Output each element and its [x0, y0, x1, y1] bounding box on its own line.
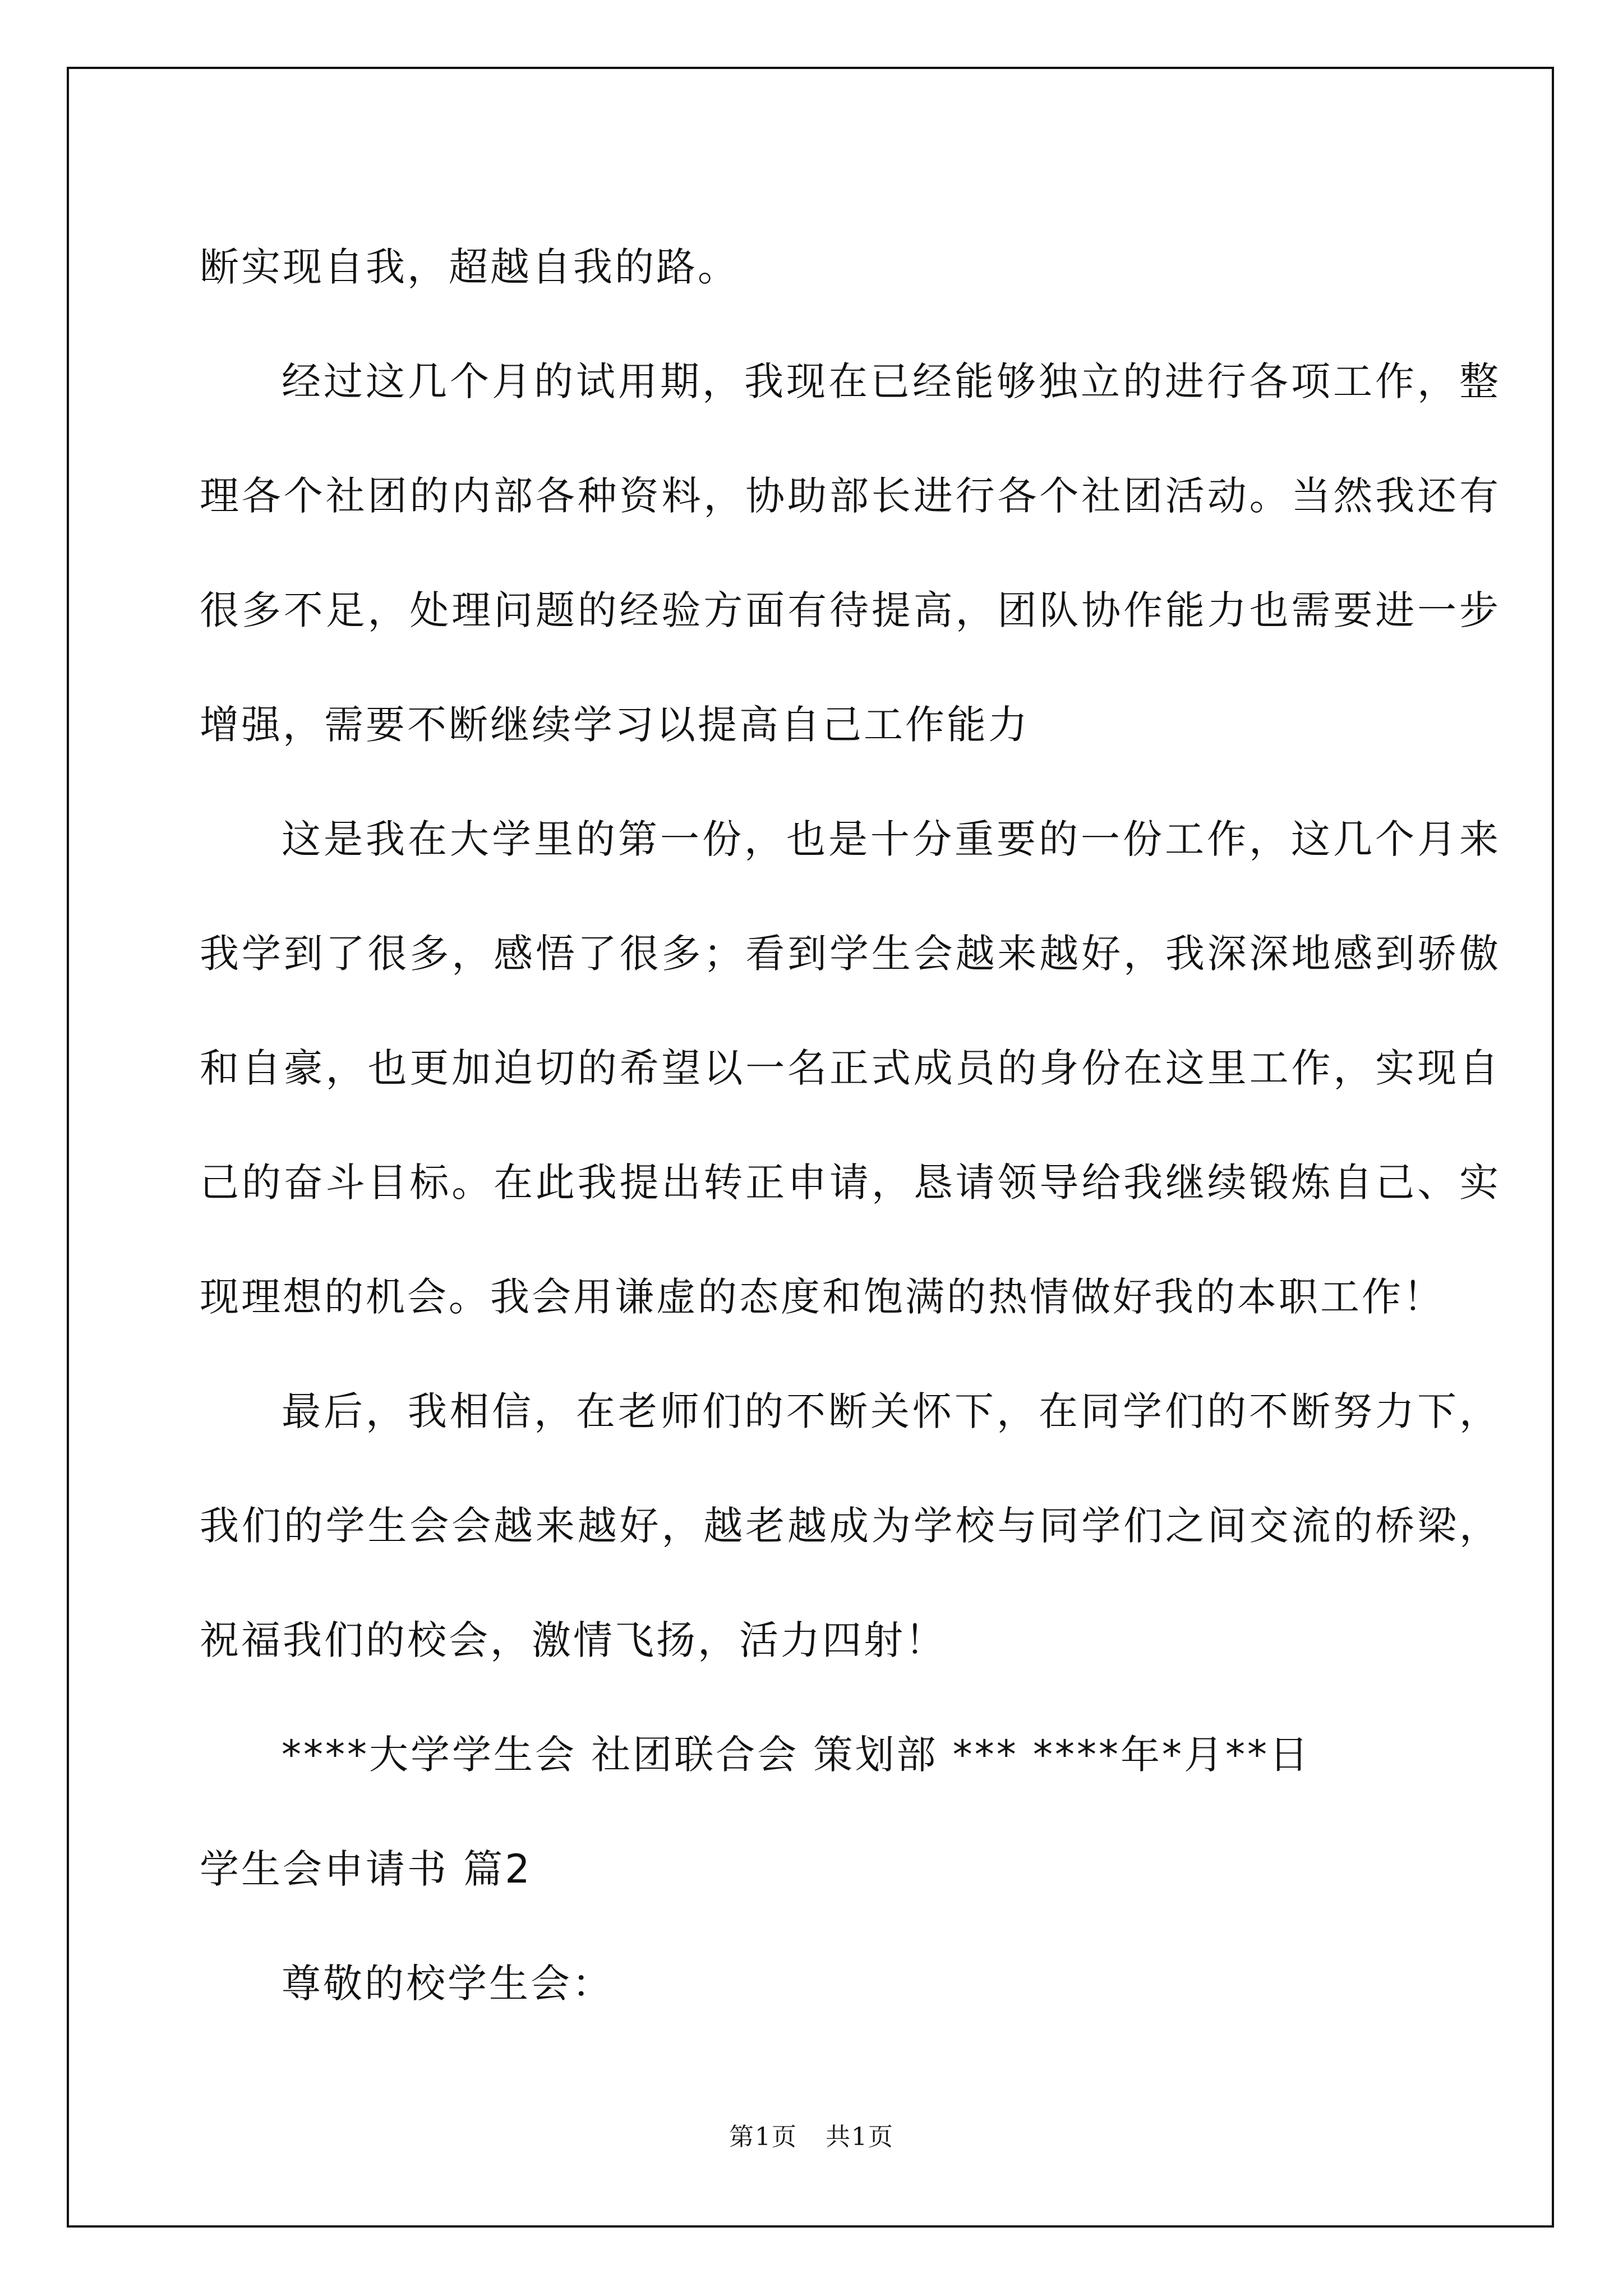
- page-total: 共1页: [826, 2123, 894, 2151]
- document-body: [200, 210, 1501, 2041]
- signature-line: ****大学学生会 社团联合会 策划部 *** ****年*月**日: [282, 1732, 1311, 1778]
- section-heading: 学生会申请书 篇2: [200, 1846, 532, 1892]
- salutation: 尊敬的校学生会：: [282, 1961, 614, 2007]
- paragraph: 这是我在大学里的第一份，也是十分重要的一份工作，这几个月来我学到了很多，感悟了很多；看到学生会越来越好，我深深地感到骄傲和自豪，也更加迫切的希望以一名正式成员的身份在这里工作，实现自己的奋斗目标。在此我提出转正申请，恳请领导给我继续锻炼自己、实现理想的机会。我会用谦虚的态度和饱满的热情做好我的本职工作！: [200, 816, 1501, 1320]
- paragraph: 最后，我相信，在老师们的不断关怀下，在同学们的不断努力下，我们的学生会会越来越好，越老越成为学校与同学们之间交流的桥梁，祝福我们的校会，激情飞扬，活力四射！: [200, 1388, 1501, 1663]
- page-footer: [0, 2116, 1623, 2152]
- paragraph: 断实现自我，超越自我的路。: [200, 244, 739, 290]
- paragraph: 经过这几个月的试用期，我现在已经能够独立的进行各项工作，整理各个社团的内部各种资料，协助部长进行各个社团活动。当然我还有很多不足，处理问题的经验方面有待提高，团队协作能力也需要进一步增强，需要不断继续学习以提高自己工作能力: [200, 358, 1501, 748]
- page-number: 第1页: [729, 2123, 797, 2151]
